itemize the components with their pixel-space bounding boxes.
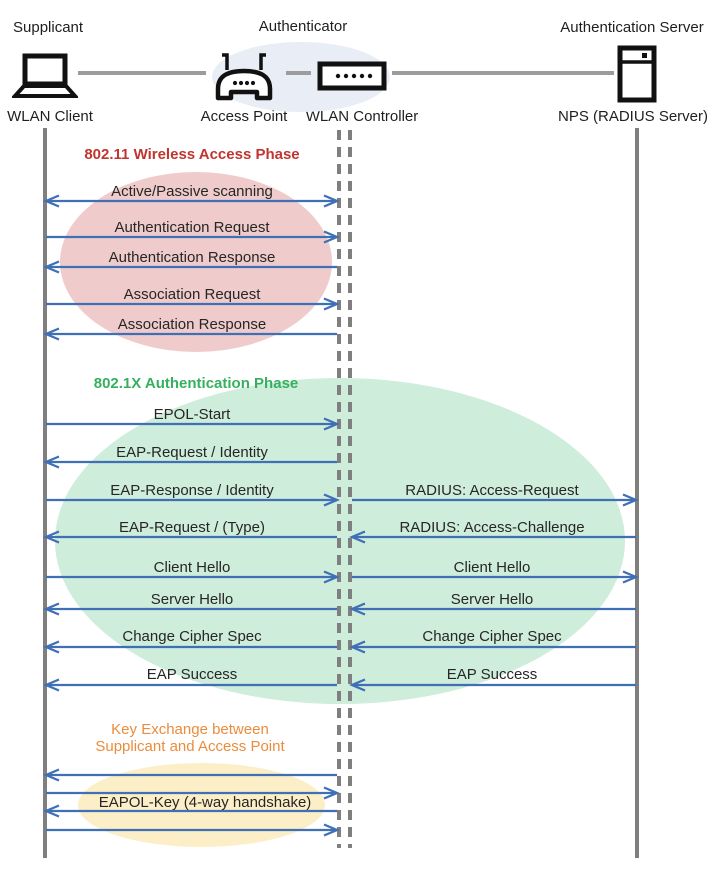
message-label-server-hello-right: Server Hello (450, 591, 534, 608)
arrow-eapol-key-1-left (46, 768, 337, 782)
message-label-change-cipher-spec-left: Change Cipher Spec (122, 628, 262, 645)
message-label-eap-success-right: EAP Success (446, 666, 538, 683)
caption-wlan-controller: WLAN Controller (305, 108, 419, 125)
message-label-radius-access-challenge: RADIUS: Access-Challenge (399, 519, 585, 536)
caption-access-point: Access Point (200, 108, 288, 125)
message-label-scanning: Active/Passive scanning (111, 183, 273, 200)
message-label-change-cipher-spec-right: Change Cipher Spec (422, 628, 562, 645)
access-point-icon (208, 50, 280, 104)
phase1-title: 802.11 Wireless Access Phase (84, 146, 300, 163)
lifeline-authenticator-dashed-right (348, 130, 352, 848)
phase2-title: 802.1X Authentication Phase (93, 375, 299, 392)
message-label-eap-request-identity: EAP-Request / Identity (116, 444, 268, 461)
message-label-auth-request: Authentication Request (114, 219, 270, 236)
message-label-assoc-request: Association Request (123, 286, 261, 303)
message-label-radius-access-request: RADIUS: Access-Request (405, 482, 579, 499)
message-label-eap-request-type: EAP-Request / (Type) (119, 519, 265, 536)
caption-nps-radius-server: NPS (RADIUS Server) (557, 108, 709, 125)
connector-controller-server (392, 71, 614, 75)
message-label-auth-response: Authentication Response (108, 249, 276, 266)
message-label-client-hello-right: Client Hello (453, 559, 531, 576)
arrow-eapol-key-4-right (46, 823, 337, 837)
message-label-eap-success-left: EAP Success (146, 666, 238, 683)
actor-role-authentication-server: Authentication Server (560, 19, 704, 36)
message-label-epol-start: EPOL-Start (153, 406, 231, 423)
phase3-title-line1: Key Exchange between (111, 721, 269, 738)
message-label-eap-response-identity: EAP-Response / Identity (110, 482, 274, 499)
caption-wlan-client: WLAN Client (7, 108, 93, 125)
laptop-icon (12, 53, 78, 101)
actor-role-authenticator: Authenticator (258, 18, 348, 35)
phase3-title-line2: Supplicant and Access Point (95, 738, 285, 755)
wlan-controller-icon (317, 60, 387, 92)
message-label-client-hello-left: Client Hello (153, 559, 231, 576)
connector-ap-controller (286, 71, 311, 75)
connector-client-ap (78, 71, 206, 75)
message-label-server-hello-left: Server Hello (150, 591, 234, 608)
server-icon (616, 45, 658, 103)
message-label-eapol-key: EAPOL-Key (4-way handshake) (98, 794, 312, 811)
actor-role-supplicant: Supplicant (13, 19, 84, 36)
message-label-assoc-response: Association Response (117, 316, 267, 333)
phase3-title (95, 721, 284, 755)
